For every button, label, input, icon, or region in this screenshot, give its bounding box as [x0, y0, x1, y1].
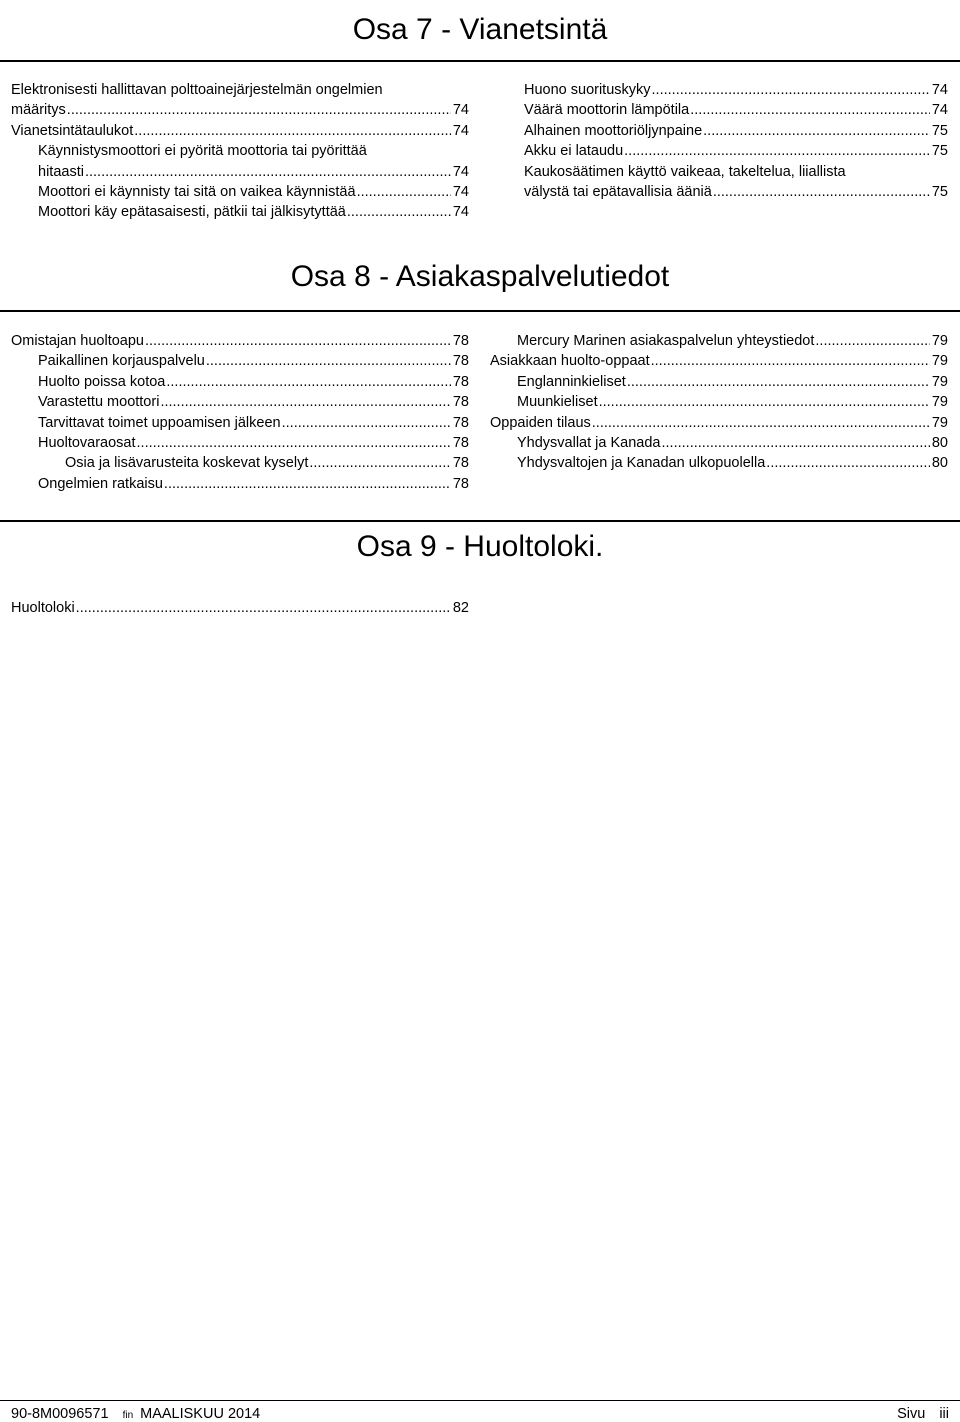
toc-entry-title: Muunkieliset [517, 394, 598, 411]
toc-entry [11, 474, 469, 494]
toc-entry [497, 162, 948, 182]
toc-entry-title: Väärä moottorin lämpötila [524, 102, 690, 119]
toc-entry-page: 79 [931, 373, 948, 390]
page-footer [11, 1406, 949, 1422]
toc-entry [497, 182, 948, 202]
toc-entry-page: 79 [931, 353, 948, 370]
toc-entry [11, 121, 469, 141]
toc-leader-dots [134, 121, 451, 141]
toc-entry-title: Alhainen moottoriöljynpaine [524, 122, 703, 139]
toc-entry-title: välystä tai epätavallisia ääniä [524, 184, 712, 201]
toc-entry [11, 392, 469, 412]
doc-number: 90-8M0096571 [11, 1406, 109, 1422]
toc-leader-dots [662, 433, 930, 453]
toc-leader-dots [67, 100, 451, 120]
toc-leader-dots [166, 372, 451, 392]
section-title-osa8: Osa 8 - Asiakaspalvelutiedot [290, 260, 670, 293]
toc-entry [11, 351, 469, 371]
toc-entry-title: Huolto poissa kotoa [38, 373, 166, 390]
toc-osa9 [11, 598, 469, 618]
toc-entry-page: 78 [452, 435, 469, 452]
toc-entry-page: 75 [931, 143, 948, 160]
toc-entry-page: 75 [931, 184, 948, 201]
toc-entry-page: 74 [452, 102, 469, 119]
toc-entry-page: 75 [931, 122, 948, 139]
toc-entry [490, 331, 948, 351]
toc-entry-page: 74 [452, 122, 469, 139]
toc-entry-title: Elektronisesti hallittavan polttoainejärjestelmän ongelmien [11, 82, 383, 98]
toc-leader-dots [160, 392, 450, 412]
section-title-osa7: Osa 7 - Vianetsintä [352, 13, 608, 46]
toc-entry [490, 413, 948, 433]
toc-entry-title: Huoltovaraosat [38, 435, 136, 452]
toc-entry-title: Ongelmien ratkaisu [38, 475, 163, 492]
toc-entry-title: Akku ei lataudu [524, 143, 624, 160]
toc-osa8-left [11, 331, 469, 494]
rule-osa7 [0, 60, 960, 62]
toc-leader-dots [357, 182, 451, 202]
toc-entry [490, 433, 948, 453]
toc-entry-title: Moottori käy epätasaisesti, pätkii tai jälkisytyttää [38, 204, 346, 221]
toc-leader-dots [690, 100, 930, 120]
toc-osa7-left [11, 80, 469, 223]
toc-leader-dots [145, 331, 451, 351]
toc-entry-title: Kaukosäätimen käyttö vaikeaa, takeltelua, liiallista [524, 163, 846, 180]
toc-entry [11, 598, 469, 618]
toc-entry-page: 74 [931, 102, 948, 119]
toc-entry-title: Englanninkieliset [517, 373, 626, 390]
toc-entry [11, 202, 469, 222]
toc-entry [11, 331, 469, 351]
toc-leader-dots [206, 351, 451, 371]
toc-entry-page: 78 [452, 414, 469, 431]
toc-entry [11, 80, 469, 100]
toc-leader-dots [624, 141, 930, 161]
toc-entry-page: 78 [452, 333, 469, 349]
toc-entry [497, 141, 948, 161]
toc-entry-title: Paikallinen korjauspalvelu [38, 353, 205, 370]
toc-entry [11, 372, 469, 392]
toc-leader-dots [347, 202, 451, 222]
toc-leader-dots [85, 162, 451, 182]
toc-entry [11, 453, 469, 473]
rule-osa8 [0, 310, 960, 312]
toc-leader-dots [309, 453, 450, 473]
toc-entry [497, 121, 948, 141]
toc-entry [11, 162, 469, 182]
toc-entry-page: 78 [452, 373, 469, 390]
toc-entry [497, 100, 948, 120]
toc-leader-dots [713, 182, 930, 202]
toc-entry [11, 141, 469, 161]
toc-entry-page: 74 [452, 184, 469, 201]
toc-entry-page: 79 [931, 394, 948, 411]
toc-leader-dots [137, 433, 451, 453]
toc-entry-page: 80 [931, 455, 948, 472]
toc-leader-dots [651, 351, 930, 371]
toc-entry-title: Oppaiden tilaus [490, 414, 591, 431]
toc-entry [11, 433, 469, 453]
toc-leader-dots [76, 598, 451, 618]
toc-entry-page: 74 [452, 204, 469, 221]
toc-entry-page: 79 [931, 333, 948, 349]
toc-entry-page: 78 [452, 353, 469, 370]
toc-entry-title: Asiakkaan huolto-oppaat [490, 353, 650, 370]
section-title-osa9: Osa 9 - Huoltoloki. [356, 530, 604, 563]
toc-leader-dots [282, 413, 451, 433]
rule-osa9 [0, 520, 960, 522]
toc-entry-title: Yhdysvaltojen ja Kanadan ulkopuolella [517, 455, 766, 472]
toc-entry-title: Moottori ei käynnisty tai sitä on vaikea käynnistää [38, 184, 356, 201]
toc-entry-page: 78 [452, 394, 469, 411]
toc-leader-dots [592, 413, 930, 433]
toc-leader-dots [815, 331, 929, 351]
toc-entry-title: Omistajan huoltoapu [11, 333, 144, 349]
toc-entry-page: 79 [931, 414, 948, 431]
toc-entry-title: Varastettu moottori [38, 394, 160, 411]
toc-entry-title: Osia ja lisävarusteita koskevat kyselyt [65, 455, 309, 472]
toc-entry-title: Käynnistysmoottori ei pyöritä moottoria tai pyörittää [38, 143, 367, 160]
toc-entry [490, 372, 948, 392]
toc-entry-title: Huoltoloki [11, 600, 75, 616]
toc-entry-title: Huono suorituskyky [524, 82, 651, 98]
toc-entry-title: Yhdysvallat ja Kanada [517, 435, 661, 452]
toc-entry-title: Vianetsintätaulukot [11, 122, 134, 139]
toc-leader-dots [652, 80, 930, 100]
toc-entry-page: 78 [452, 475, 469, 492]
toc-entry [11, 182, 469, 202]
toc-entry-page: 80 [931, 435, 948, 452]
toc-leader-dots [766, 453, 930, 473]
page-label: Sivu [897, 1406, 926, 1422]
toc-entry [490, 453, 948, 473]
toc-osa8-right [490, 331, 948, 474]
toc-osa7-right [497, 80, 948, 202]
toc-entry-title: määritys [11, 102, 66, 119]
toc-leader-dots [164, 474, 451, 494]
toc-entry [11, 413, 469, 433]
toc-entry-title: Tarvittavat toimet uppoamisen jälkeen [38, 414, 281, 431]
toc-entry [497, 80, 948, 100]
language-code: fin [122, 1410, 134, 1421]
toc-entry-page: 74 [452, 163, 469, 180]
toc-entry-title: Mercury Marinen asiakaspalvelun yhteystiedot [517, 333, 815, 349]
toc-entry-page: 78 [452, 455, 469, 472]
toc-entry-page: 74 [931, 82, 948, 98]
toc-entry-title: hitaasti [38, 163, 84, 180]
page-number: iii [939, 1406, 949, 1422]
toc-entry-page: 82 [452, 600, 469, 616]
footer-rule [0, 1400, 960, 1401]
toc-entry [490, 392, 948, 412]
publication-date: MAALISKUU 2014 [140, 1406, 261, 1422]
toc-leader-dots [703, 121, 930, 141]
toc-leader-dots [627, 372, 930, 392]
toc-entry [490, 351, 948, 371]
toc-leader-dots [599, 392, 930, 412]
toc-entry [11, 100, 469, 120]
